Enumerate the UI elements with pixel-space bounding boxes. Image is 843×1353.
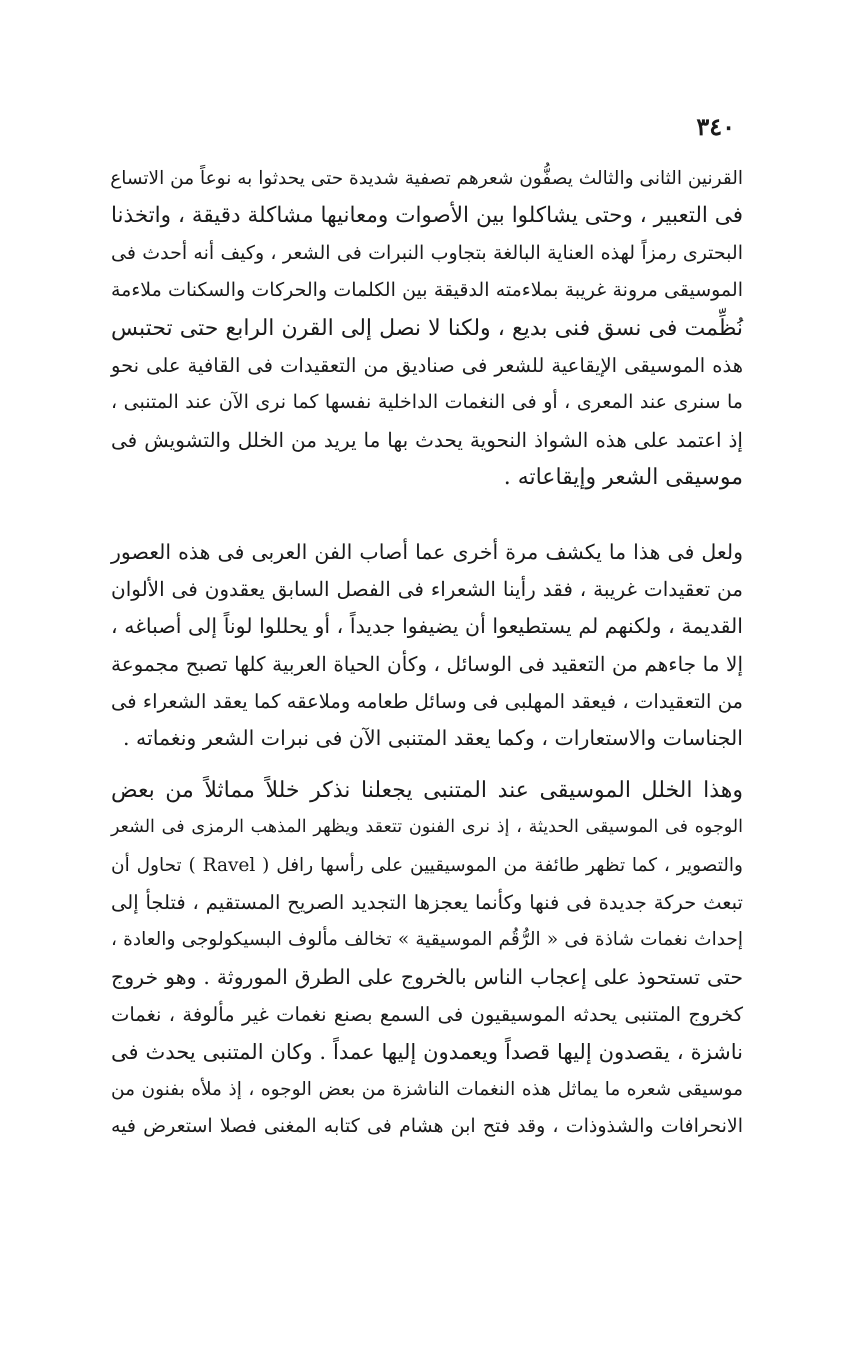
text-line: حتى تستحوذ على إعجاب الناس بالخروج على الطرق الموروثة . وهو خروج	[111, 964, 743, 989]
text-line: فى التعبير ، وحتى يشاكلوا بين الأصوات ومعانيها مشاكلة دقيقة ، واتخذنا	[111, 203, 743, 229]
text-line: البحترى رمزاً لهذه العناية البالغة بتجاوب النبرات فى الشعر ، وكيف أنه أحدث فى	[111, 241, 743, 264]
text-line: القرنين الثانى والثالث يصفُّون شعرهم تصفية شديدة حتى يحدثوا به نوعاً من الاتساع	[110, 168, 743, 189]
text-line: الانحرافات والشذوذات ، وقد فتح ابن هشام فى كتابه المغنى فصلا استعرض فيه	[111, 1115, 743, 1138]
text-line: موسيقى شعره ما يماثل هذه النغمات الناشزة من بعض الوجوه ، إذ ملأه بفنون من	[111, 1078, 743, 1100]
text-line: الوجوه فى الموسيقى الحديثة ، إذ نرى الفنون تتعقد ويظهر المذهب الرمزى فى الشعر	[111, 817, 743, 838]
paragraph-gap	[111, 758, 743, 772]
paragraph-1	[111, 160, 743, 497]
page-number: ٣٤٠	[696, 112, 735, 141]
text-line: هذه الموسيقى الإيقاعية للشعر فى صناديق من التعقيدات فى القافية على نحو	[111, 353, 743, 377]
paragraph-2	[111, 534, 743, 758]
paragraph-3	[111, 772, 743, 1146]
text-line: إحداث نغمات شاذة فى « الرُّقُم الموسيقية » تخالف مألوف البسيكولوجى والعادة ،	[111, 929, 743, 951]
text-line: نُظِّمت فى نسق فنى بديع ، ولكنا لا نصل إلى القرن الرابع حتى تحتبس	[111, 315, 743, 341]
paragraph-gap	[111, 497, 743, 534]
body-text	[111, 160, 743, 1146]
text-line: ما سنرى عند المعرى ، أو فى النغمات الداخلية نفسها كما نرى الآن عند المتنبى ،	[111, 391, 743, 414]
text-line: من التعقيدات ، فيعقد المهلبى فى وسائل طعامه وملاعقه كما يعقد الشعراء فى	[111, 690, 743, 714]
text-line: ناشزة ، يقصدون إليها قصداً ويعمدون إليها عمداً . وكان المتنبى يحدث فى	[111, 1039, 743, 1064]
text-line: الجناسات والاستعارات ، وكما يعقد المتنبى الآن فى نبرات الشعر ونغماته .	[123, 726, 743, 751]
text-line: تبعث حركة جديدة فى فنها وكأنما يعجزها التجديد الصريح المستقيم ، فتلجأ إلى	[111, 891, 743, 915]
text-line: والتصوير ، كما تظهر طائفة من الموسيقيين على رأسها رافل ( Ravel ) تحاول أن	[111, 854, 743, 876]
text-line: ولعل فى هذا ما يكشف مرة أخرى عما أصاب الفن العربى فى هذه العصور	[111, 539, 743, 564]
text-line: موسيقى الشعر وإيقاعاته .	[503, 465, 743, 491]
text-line: إلا ما جاءهم من التعقيد فى الوسائل ، وكأن الحياة العربية كلها تصبح مجموعة	[111, 651, 743, 676]
text-line: إذ اعتمد على هذه الشواذ النحوية يحدث بها ما يريد من الخلل والتشويش فى	[111, 427, 743, 452]
text-line: القديمة ، ولكنهم لم يستطيعوا أن يضيفوا جديداً ، أو يحللوا لوناً إلى أصباغه ،	[111, 614, 743, 639]
text-line: وهذا الخلل الموسيقى عند المتنبى يجعلنا نذكر خللاً مماثلاً من بعض	[111, 777, 743, 803]
text-line: الموسيقى مرونة غريبة بملاءمته الدقيقة بين الكلمات والحركات والسكنات ملاءمة	[111, 279, 743, 302]
text-line: من تعقيدات غريبة ، فقد رأينا الشعراء فى الفصل السابق يعقدون فى الألوان	[111, 576, 743, 601]
text-line: كخروج المتنبى يحدثه الموسيقيون فى السمع بصنع نغمات غير مألوفة ، نغمات	[111, 1003, 743, 1027]
